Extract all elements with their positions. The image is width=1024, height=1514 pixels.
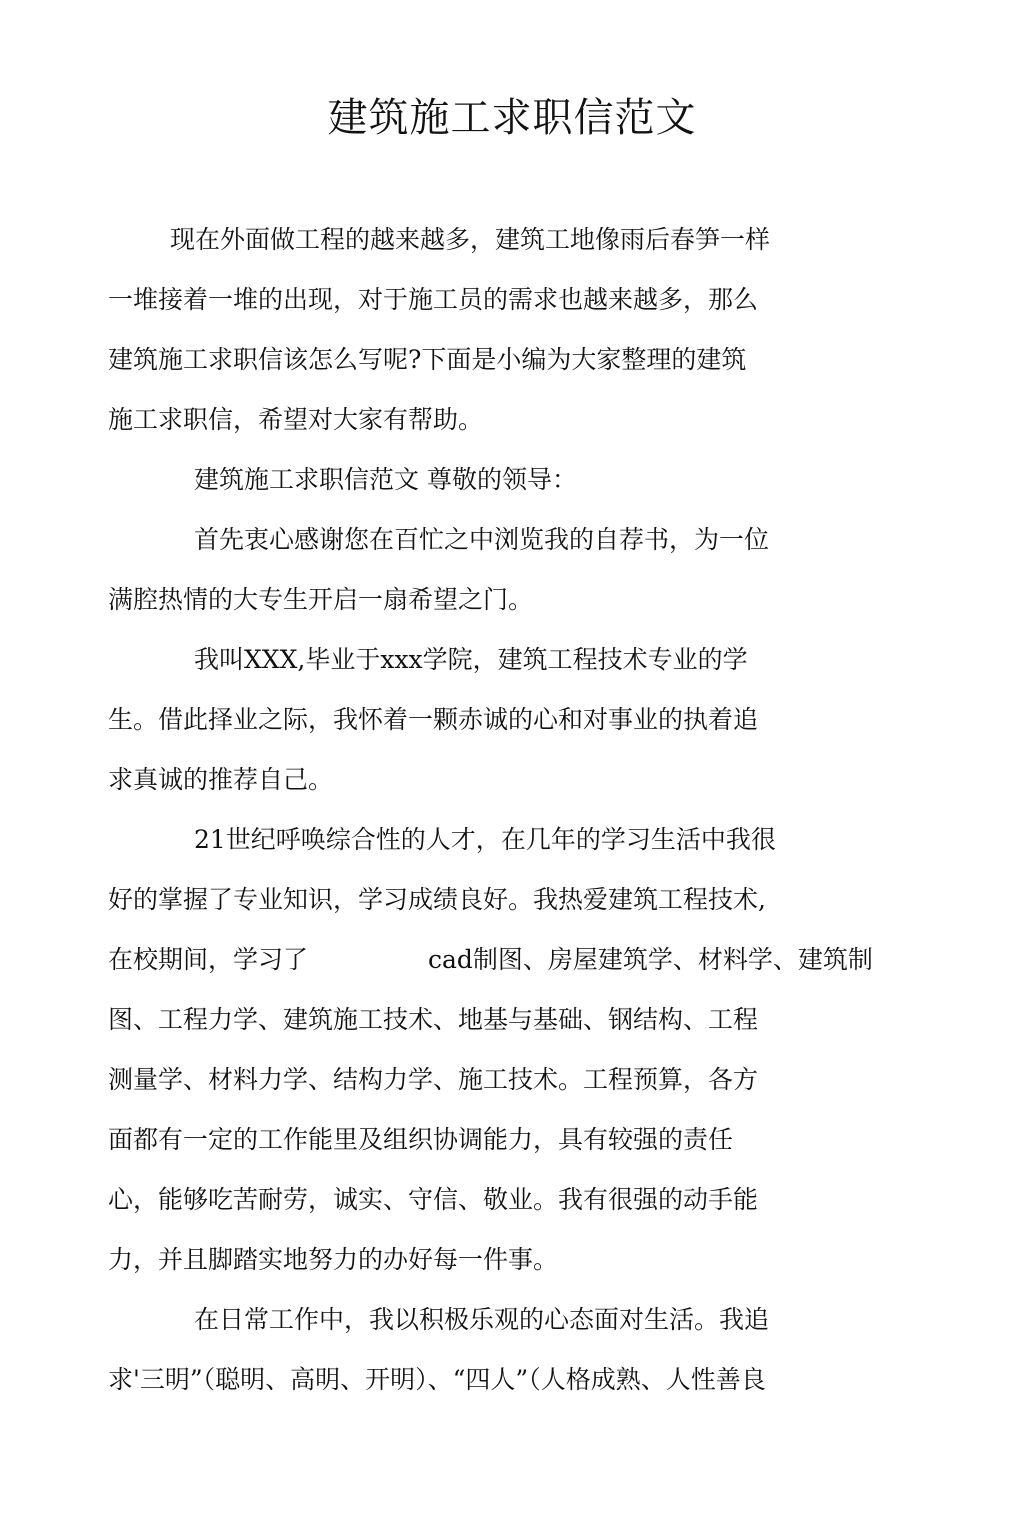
body-line-part: 在校期间，学习了 [108, 945, 309, 974]
body-line: 我叫XXX,毕业于xxx学院，建筑工程技术专业的学 [194, 645, 748, 674]
body-line-split [108, 930, 948, 990]
body-line: 施工求职信，希望对大家有帮助。 [108, 405, 484, 434]
body-line: 建筑施工求职信范文 尊敬的领导： [194, 465, 577, 494]
body-line: 求'三明”（聪明、高明、开明）、“四人”（人格成熟、人性善良 [108, 1365, 766, 1394]
body-line: 好的掌握了专业知识，学习成绩良好。我热爱建筑工程技术, [108, 885, 766, 914]
body-line-part: cad制图、房屋建筑学、材料学、建筑制 [428, 945, 873, 974]
body-line: 图、工程力学、建筑施工技术、地基与基础、钢结构、工程 [108, 1005, 759, 1034]
body-line: 首先衷心感谢您在百忙之中浏览我的自荐书，为一位 [194, 525, 770, 554]
body-line: 在日常工作中，我以积极乐观的心态面对生活。我追 [194, 1305, 770, 1334]
body-line: 现在外面做工程的越来越多，建筑工地像雨后春笋一样 [170, 225, 771, 254]
document-title: 建筑施工求职信范文 [327, 95, 697, 141]
body-line: 一堆接着一堆的出现，对于施工员的需求也越来越多，那么 [108, 285, 759, 314]
body-line: 建筑施工求职信该怎么写呢?下面是小编为大家整理的建筑 [108, 345, 747, 374]
body-line: 心，能够吃苦耐劳，诚实、守信、敬业。我有很强的动手能 [108, 1185, 759, 1214]
body-line: 21世纪呼唤综合性的人才，在几年的学习生活中我很 [194, 825, 776, 854]
document-body [108, 210, 948, 1410]
body-line: 力，并且脚踏实地努力的办好每一件事。 [108, 1245, 559, 1274]
body-line: 满腔热情的大专生开启一扇希望之门。 [108, 585, 534, 614]
body-line: 测量学、材料力学、结构力学、施工技术。工程预算，各方 [108, 1065, 759, 1094]
body-line: 求真诚的推荐自己。 [108, 765, 334, 794]
body-line: 面都有一定的工作能里及组织协调能力，具有较强的责任 [108, 1125, 734, 1154]
body-line: 生。借此择业之际，我怀着一颗赤诚的心和对事业的执着追 [108, 705, 759, 734]
